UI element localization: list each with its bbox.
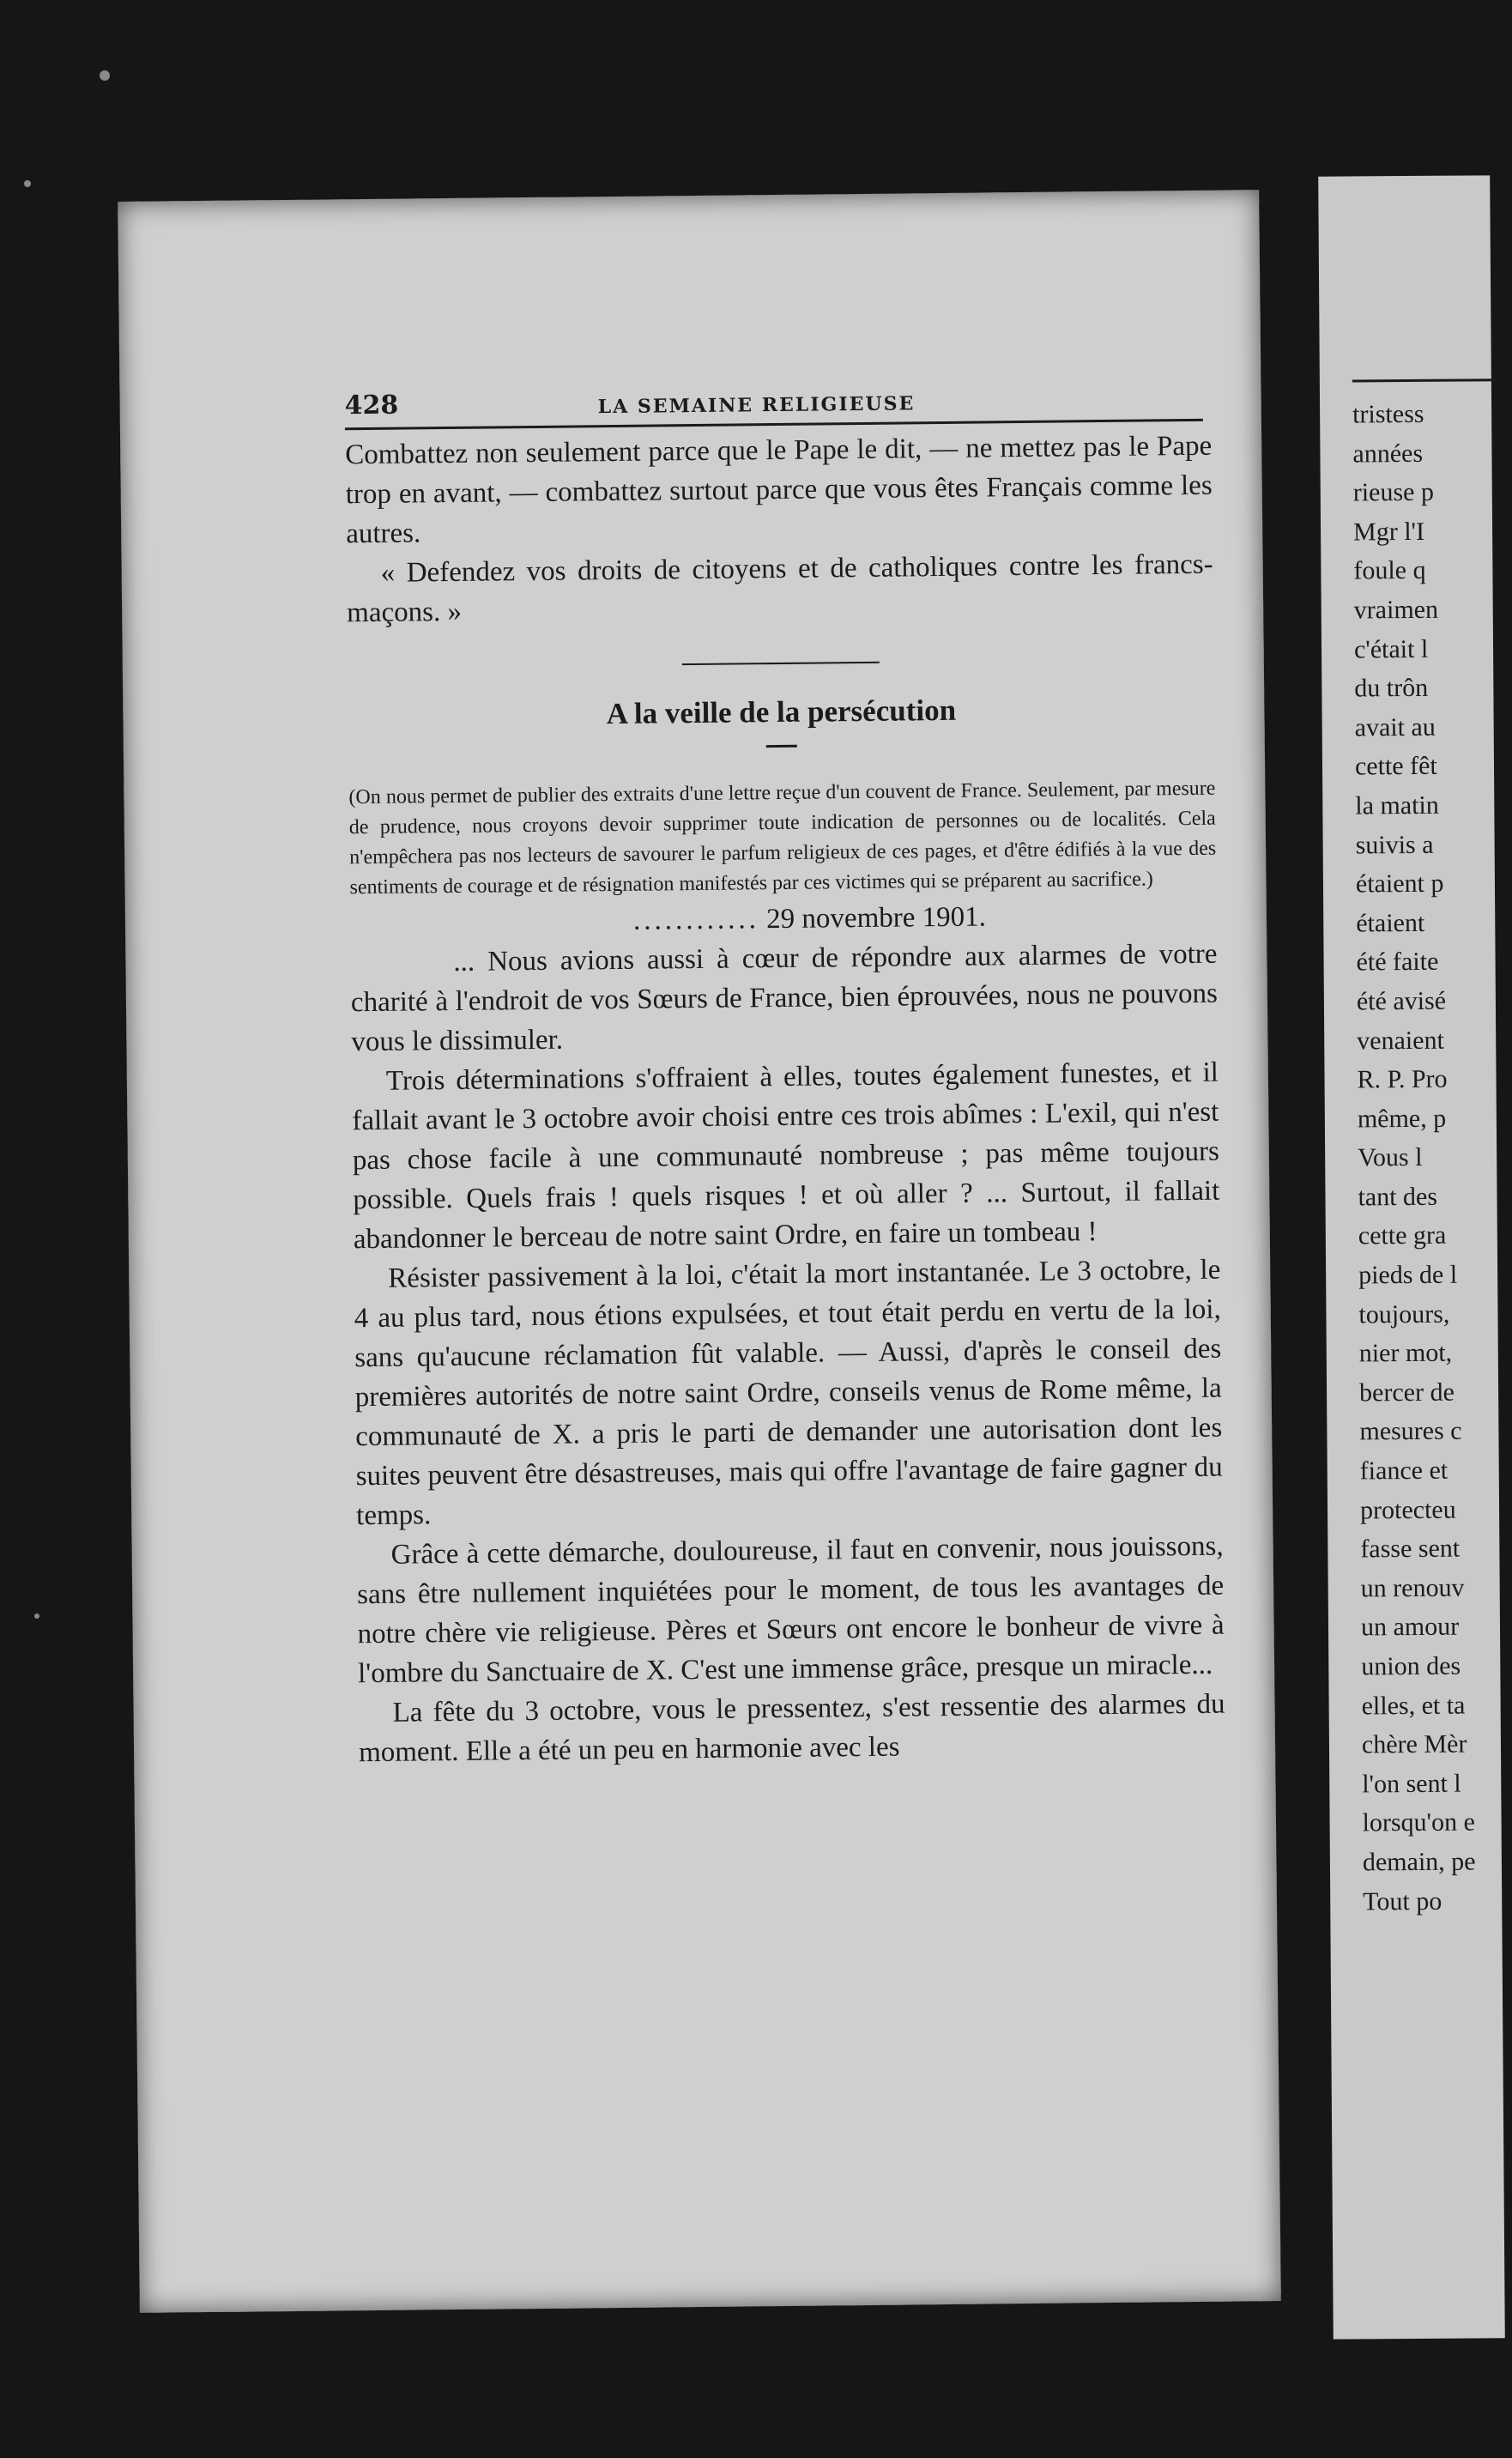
right-page-line: tristess	[1352, 399, 1424, 429]
right-page-line: protecteu	[1359, 1495, 1456, 1525]
left-page	[118, 190, 1281, 2313]
right-page-line: R. P. Pro	[1357, 1064, 1448, 1094]
page-content	[344, 372, 1225, 1772]
right-page-line: demain, pe	[1362, 1847, 1476, 1877]
right-page-line: années	[1352, 439, 1424, 469]
page-header	[344, 372, 1211, 421]
right-page-line: fiance et	[1359, 1456, 1448, 1486]
dateline-dots: ............	[632, 904, 760, 936]
dateline	[350, 899, 1217, 941]
right-page-line: été avisé	[1356, 986, 1447, 1016]
right-page-line: vraimen	[1353, 595, 1439, 625]
right-page-line: lorsqu'on e	[1362, 1807, 1475, 1837]
right-page-line: bercer de	[1358, 1377, 1455, 1408]
section-title: A la veille de la persécution	[606, 693, 957, 731]
right-page-line: cette fêt	[1354, 752, 1437, 781]
right-page-line: cette gra	[1358, 1221, 1447, 1250]
paragraph-3: ... Nous avions aussi à cœur de répondre aux alarmes de votre charité à l'endroit de vos Sœurs de France, bien éprouvées, nous ne pouvons vous le dissimuler.	[350, 938, 1219, 1058]
paragraph-5: Résister passivement à la loi, c'était la mort instantanée. Le 3 octobre, le 4 au plus tard, nous étions expulsées, et tout était perdu en vertu de la loi, sans qu'aucune réclamation fût valable. — Aussi, d'après le conseil des premières autorités de notre saint Ordre, conseils venus de Rome même, la communauté de X. a pris le parti de demander une autorisation dont les suites peuvent être désastreuses, mais qui offre l'avantage de faire gagner du temps.	[354, 1254, 1223, 1532]
right-page-line: étaient	[1356, 908, 1425, 938]
page-number: 428	[344, 390, 399, 421]
running-title: LA SEMAINE RELIGIEUSE	[597, 392, 916, 419]
right-page-line: Vous l	[1358, 1143, 1423, 1172]
paragraph-4: Trois déterminations s'offraient à elles, toutes également funestes, et il fallait avant le 3 octobre avoir choisi entre ces trois abîmes : L'exil, qui n'est pas chose facile à une communauté nombreuse ; pas même toujours possible. Quels frais ! quels risques ! et où aller ? ... Surtout, il fallait abandonner le berceau de notre saint Ordre, en faire un tombeau !	[352, 1056, 1220, 1256]
right-page-line: union des	[1361, 1651, 1461, 1681]
right-page-line: la matin	[1355, 790, 1439, 820]
film-speck	[34, 1613, 39, 1619]
right-page-line: tant des	[1358, 1182, 1438, 1212]
right-page-line: suivis a	[1355, 830, 1434, 859]
right-page-line: c'était l	[1353, 634, 1429, 664]
paragraph-6: Grâce à cette démarche, douloureuse, il faut en convenir, nous jouissons, sans être nullement inquiétées pour le moment, de tous les avantages de notre chère vie religieuse. Pères et Sœurs ont encore le bonheur de vivre à l'ombre du Sanctuaire de X. C'est une immense grâce, presque un miracle...	[356, 1530, 1225, 1690]
right-page-line: du trôn	[1354, 674, 1429, 703]
right-page-line: pieds de l	[1358, 1260, 1458, 1290]
right-header-rule	[1352, 378, 1498, 382]
right-page-line: Tout po	[1363, 1886, 1442, 1916]
film-speck	[24, 180, 31, 187]
right-page-line: un amour	[1360, 1613, 1460, 1642]
right-page-line: elles, et ta	[1361, 1691, 1466, 1721]
right-page-line: été faite	[1356, 947, 1439, 977]
right-page-line: venaient	[1357, 1026, 1444, 1055]
right-page-line: avait au	[1354, 712, 1436, 742]
paragraph-2: « Defendez vos droits de citoyens et de catholiques contre les francs-maçons. »	[347, 548, 1213, 629]
right-page-line: fasse sent	[1360, 1534, 1461, 1564]
right-page-line: Mgr l'I	[1352, 517, 1425, 547]
editor-note: (On nous permet de publier des extraits d'une lettre reçue d'un couvent de France. Seulement, par mesure de prudence, nous croyons devoir supprimer toute indication de personnes ou de localités. Cela n'empêchera pas nos lecteurs de savourer le parfum religieux de ces pages, et d'être édifiés à la vue des sentiments de courage et de résignation manifestés par ces victimes qui se préparent au sacrifice.)	[348, 777, 1217, 899]
title-rule	[766, 745, 797, 748]
right-page-line: un renouv	[1360, 1573, 1465, 1603]
right-page-line: même, p	[1357, 1104, 1447, 1134]
right-page-line: rieuse p	[1352, 477, 1435, 507]
film-speck	[100, 70, 110, 81]
right-page-line: l'on sent l	[1362, 1769, 1461, 1799]
right-page-lines	[1352, 395, 1476, 1922]
paragraph-7: La fête du 3 octobre, vous le pressentez, s'est ressentie des alarmes du moment. Elle a été un peu en harmonie avec les	[358, 1688, 1225, 1769]
right-page-line: nier mot,	[1358, 1338, 1453, 1368]
section-divider	[682, 662, 880, 665]
right-page-fragment	[1318, 175, 1505, 2339]
right-page-line: mesures c	[1359, 1417, 1462, 1446]
dateline-date: 29 novembre 1901.	[766, 901, 987, 935]
right-page-line: toujours,	[1358, 1299, 1450, 1329]
right-page-line: étaient p	[1355, 869, 1444, 899]
right-page-line: foule q	[1353, 556, 1426, 585]
right-page-line: chère Mèr	[1361, 1729, 1467, 1759]
paragraph-1: Combattez non seulement parce que le Pape le dit, — ne mettez pas le Pape trop en avant, — combattez surtout parce que vous êtes Français comme les autres.	[345, 430, 1213, 550]
